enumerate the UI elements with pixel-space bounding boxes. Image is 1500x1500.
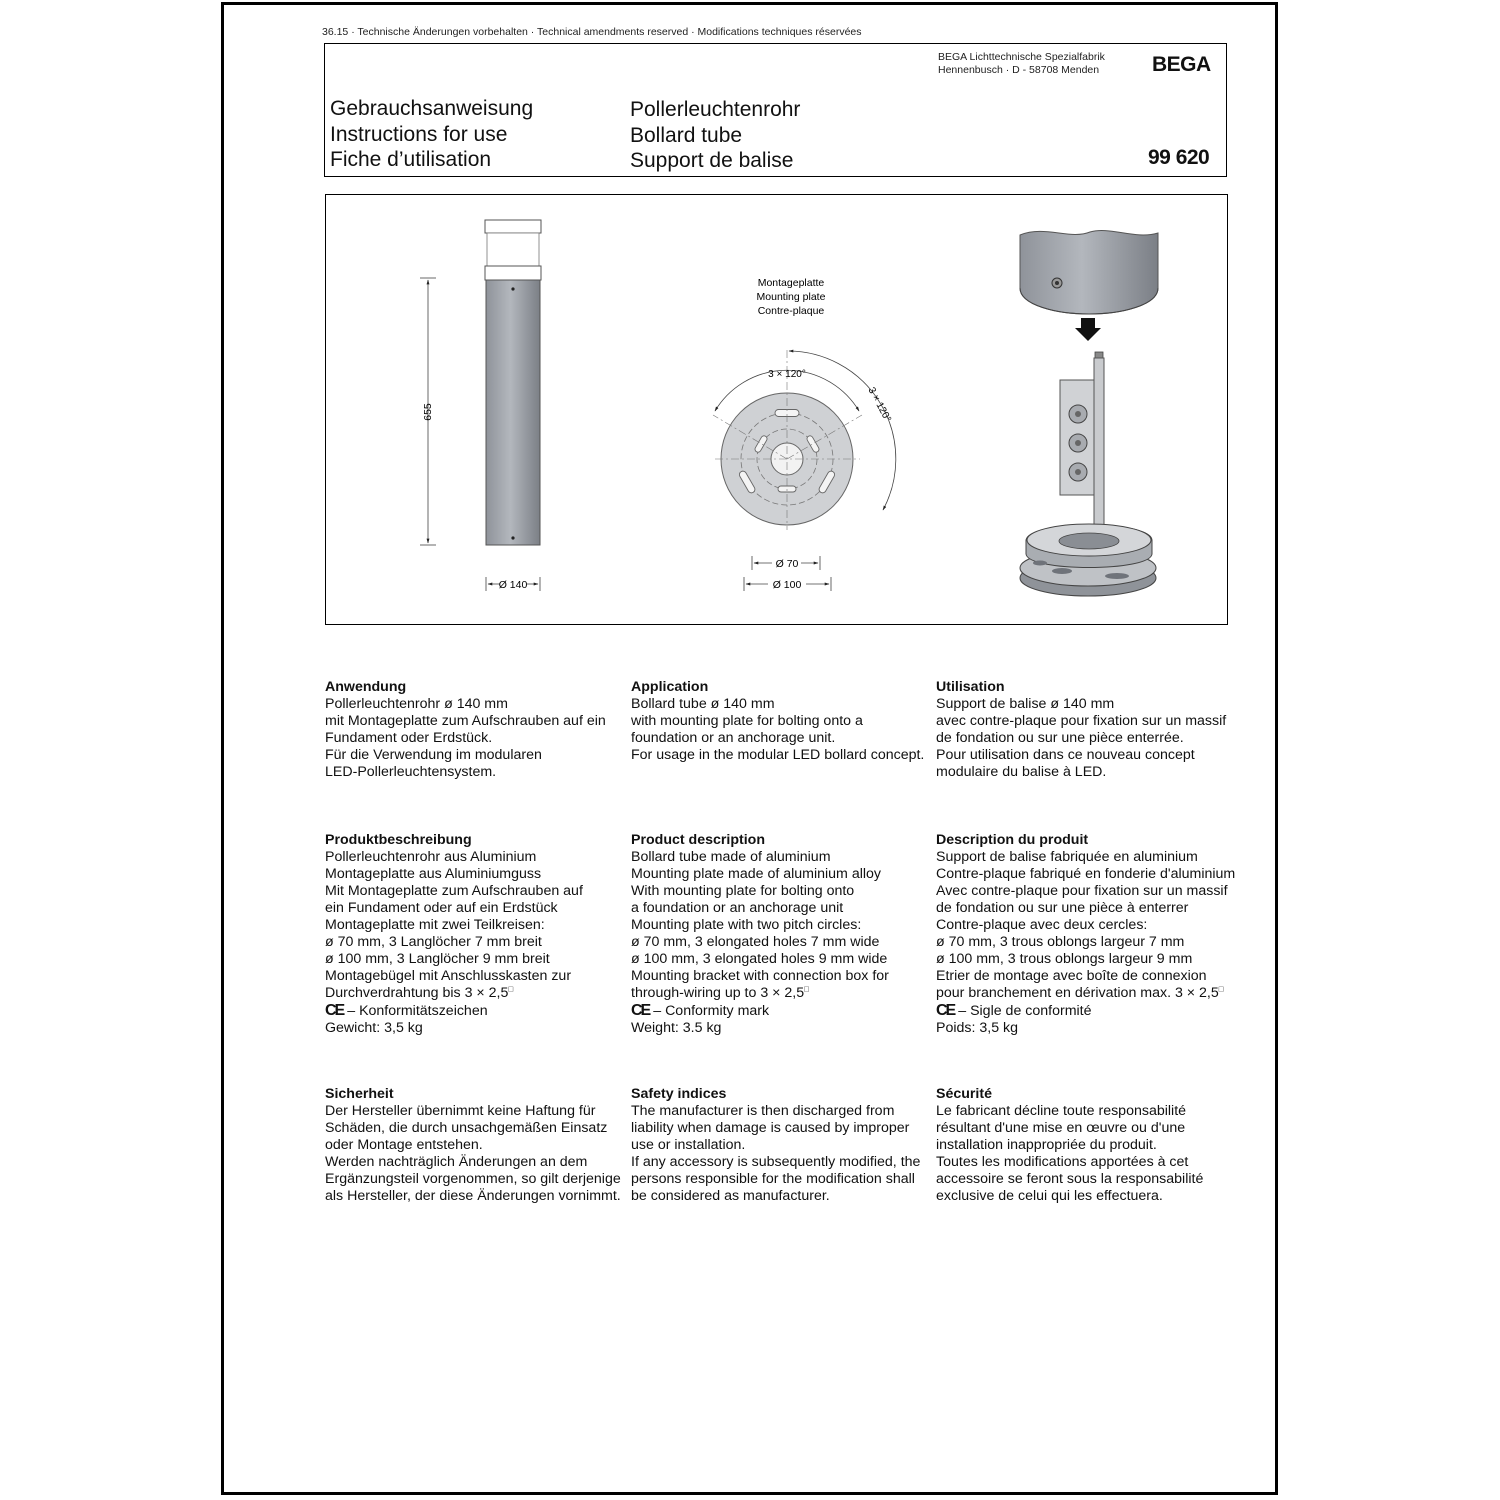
wiring-text: pour branchement en dérivation max. 3 × 2,5 xyxy=(936,985,1219,1001)
text-line: a foundation or an anchorage unit xyxy=(631,900,844,916)
text-line: Pour utilisation dans ce nouveau concept xyxy=(936,747,1195,763)
plate-label-fr: Contre-plaque xyxy=(757,305,825,317)
text-line: Contre-plaque fabriqué en fonderie d'aluminium xyxy=(936,866,1236,882)
product-name-fr: Support de balise xyxy=(630,149,794,172)
section-heading: Safety indices xyxy=(631,1086,727,1102)
doc-type-de: Gebrauchsanweisung xyxy=(330,97,534,120)
text-line: Etrier de montage avec boîte de connexion xyxy=(936,968,1207,984)
assembly-illustration xyxy=(1020,230,1158,596)
section-heading: Product description xyxy=(631,832,766,848)
product-number: 99 620 xyxy=(1148,146,1210,169)
bollard-elevation-drawing xyxy=(420,220,541,591)
company-line-2: Hennenbusch · D - 58708 Menden xyxy=(938,64,1100,76)
text-line: LED-Pollerleuchtensystem. xyxy=(325,764,497,780)
section-safety-de xyxy=(325,1086,625,1205)
text-line: with mounting plate for bolting onto a xyxy=(631,713,863,729)
text-line: résultant d'une mise en œuvre ou d'une xyxy=(936,1120,1186,1136)
text-line: mit Montageplatte zum Aufschrauben auf ein xyxy=(325,713,606,729)
text-line: be considered as manufacturer. xyxy=(631,1188,830,1204)
text-line: modulaire du balise à LED. xyxy=(936,764,1107,780)
text-line: Mounting plate with two pitch circles: xyxy=(631,917,862,933)
text-line: Mit Montageplatte zum Aufschrauben auf xyxy=(325,883,583,899)
text-line: Der Hersteller übernimmt keine Haftung für xyxy=(325,1103,596,1119)
text-line: Gewicht: 3,5 kg xyxy=(325,1020,423,1036)
text-line: Le fabricant décline toute responsabilité xyxy=(936,1103,1187,1119)
square-mark: □ xyxy=(1218,984,1224,994)
section-safety-en xyxy=(631,1086,931,1205)
mounting-plate-drawing xyxy=(713,350,896,591)
text-line: ø 70 mm, 3 trous oblongs largeur 7 mm xyxy=(936,934,1185,950)
text-line: Bollard tube ø 140 mm xyxy=(631,696,775,712)
text-line: use or installation. xyxy=(631,1137,746,1153)
section-heading: Description du produit xyxy=(936,832,1089,848)
wiring-text: through-wiring up to 3 × 2,5 xyxy=(631,985,805,1001)
text-line: ø 100 mm, 3 elongated holes 9 mm wide xyxy=(631,951,888,967)
text-line: ø 70 mm, 3 Langlöcher 7 mm breit xyxy=(325,934,542,950)
text-line: Pollerleuchtenrohr ø 140 mm xyxy=(325,696,508,712)
section-heading: Produktbeschreibung xyxy=(325,832,472,848)
text-line: If any accessory is subsequently modified, the xyxy=(631,1154,921,1170)
text-line: foundation or an anchorage unit. xyxy=(631,730,836,746)
tube-diameter-label: Ø 140 xyxy=(498,579,528,591)
text-line: Support de balise fabriquée en aluminium xyxy=(936,849,1198,865)
text-line: Schäden, die durch unsachgemäßen Einsatz xyxy=(325,1120,608,1136)
section-heading: Utilisation xyxy=(936,679,1005,695)
text-line: The manufacturer is then discharged from xyxy=(631,1103,895,1119)
text-line: Pollerleuchtenrohr aus Aluminium xyxy=(325,849,537,865)
product-name-de: Pollerleuchtenrohr xyxy=(630,98,801,121)
text-line xyxy=(325,985,625,1002)
ce-mark-icon: CE xyxy=(936,1002,955,1019)
text-line: Bollard tube made of aluminium xyxy=(631,849,831,865)
text-line: persons responsible for the modification shall xyxy=(631,1171,915,1187)
text-line: Montagebügel mit Anschlusskasten zur xyxy=(325,968,572,984)
text-line xyxy=(631,1002,931,1020)
product-name-en: Bollard tube xyxy=(630,123,743,147)
section-application-en xyxy=(631,679,931,764)
text-line: Ergänzungsteil vorgenommen, so gilt derjenige xyxy=(325,1171,621,1187)
section-heading: Anwendung xyxy=(325,679,407,695)
angle-inner-label: 3 × 120° xyxy=(768,369,806,380)
ce-text: – Sigle de conformité xyxy=(958,1003,1092,1019)
wiring-text: Durchverdrahtung bis 3 × 2,5 xyxy=(325,985,509,1001)
text-line: Poids: 3,5 kg xyxy=(936,1020,1019,1036)
ce-text: – Konformitätszeichen xyxy=(347,1003,488,1019)
section-heading: Sicherheit xyxy=(325,1086,394,1102)
text-line: Support de balise ø 140 mm xyxy=(936,696,1115,712)
text-line: ø 100 mm, 3 trous oblongs largeur 9 mm xyxy=(936,951,1193,967)
text-line: Contre-plaque avec deux cercles: xyxy=(936,917,1148,933)
text-line: Toutes les modifications apportées à cet xyxy=(936,1154,1189,1170)
text-line: liability when damage is caused by improper xyxy=(631,1120,910,1136)
text-line: Montageplatte mit zwei Teilkreisen: xyxy=(325,917,545,933)
text-line: avec contre-plaque pour fixation sur un massif xyxy=(936,713,1227,729)
text-line xyxy=(936,985,1236,1002)
text-line: oder Montage entstehen. xyxy=(325,1137,483,1153)
text-line: Montageplatte aus Aluminiumguss xyxy=(325,866,542,882)
text-line: For usage in the modular LED bollard concept. xyxy=(631,747,925,763)
text-line: ø 100 mm, 3 Langlöcher 9 mm breit xyxy=(325,951,550,967)
top-notice: 36.15 · Technische Änderungen vorbehalten · Technical amendments reserved · Modifications techniques réservées xyxy=(322,26,862,38)
text-line: ein Fundament oder auf ein Erdstück xyxy=(325,900,558,916)
text-line: Weight: 3.5 kg xyxy=(631,1020,722,1036)
text-line xyxy=(631,985,931,1002)
section-application-de xyxy=(325,679,625,781)
section-heading: Application xyxy=(631,679,709,695)
section-product-description-fr xyxy=(936,832,1236,1037)
circle-small-label: Ø 70 xyxy=(775,558,799,570)
ce-text: – Conformity mark xyxy=(653,1003,770,1019)
text-line: Avec contre-plaque pour fixation sur un massif xyxy=(936,883,1228,899)
section-heading: Sécurité xyxy=(936,1086,992,1102)
plate-label-en: Mounting plate xyxy=(756,291,826,303)
section-product-description-de xyxy=(325,832,625,1037)
text-line: accessoire se feront sous la responsabilité xyxy=(936,1171,1204,1187)
text-line: de fondation ou sur une pièce enterrée. xyxy=(936,730,1184,746)
text-line: Mounting bracket with connection box for xyxy=(631,968,889,984)
text-line: ø 70 mm, 3 elongated holes 7 mm wide xyxy=(631,934,880,950)
square-mark: □ xyxy=(508,984,514,994)
circle-large-label: Ø 100 xyxy=(772,579,802,591)
text-line xyxy=(936,1002,1236,1020)
text-line: installation inappropriée du produit. xyxy=(936,1137,1157,1153)
ce-mark-icon: CE xyxy=(631,1002,650,1019)
text-line: Fundament oder Erdstück. xyxy=(325,730,493,746)
text-line: With mounting plate for bolting onto xyxy=(631,883,855,899)
text-line: de fondation ou sur une pièce à enterrer xyxy=(936,900,1189,916)
text-line: Mounting plate made of aluminium alloy xyxy=(631,866,881,882)
text-line: Für die Verwendung im modularen xyxy=(325,747,542,763)
height-dimension-label: 655 xyxy=(422,403,434,421)
brand-logo: BEGA xyxy=(1152,53,1211,76)
ce-mark-icon: CE xyxy=(325,1002,344,1019)
text-line xyxy=(325,1002,625,1020)
section-safety-fr xyxy=(936,1086,1236,1205)
doc-type-en: Instructions for use xyxy=(330,122,508,146)
plate-label-de: Montageplatte xyxy=(757,277,825,289)
text-line: Werden nachträglich Änderungen an dem xyxy=(325,1154,588,1170)
section-product-description-en xyxy=(631,832,931,1037)
text-line: als Hersteller, der diese Änderungen vornimmt. xyxy=(325,1188,621,1204)
doc-type-fr: Fiche d’utilisation xyxy=(330,148,492,171)
section-application-fr xyxy=(936,679,1236,781)
square-mark: □ xyxy=(804,984,809,994)
text-line: exclusive de celui qui les effectuera. xyxy=(936,1188,1163,1204)
angle-outer-label: 3 × 120° xyxy=(865,385,893,425)
company-line-1: BEGA Lichttechnische Spezialfabrik xyxy=(938,51,1105,63)
